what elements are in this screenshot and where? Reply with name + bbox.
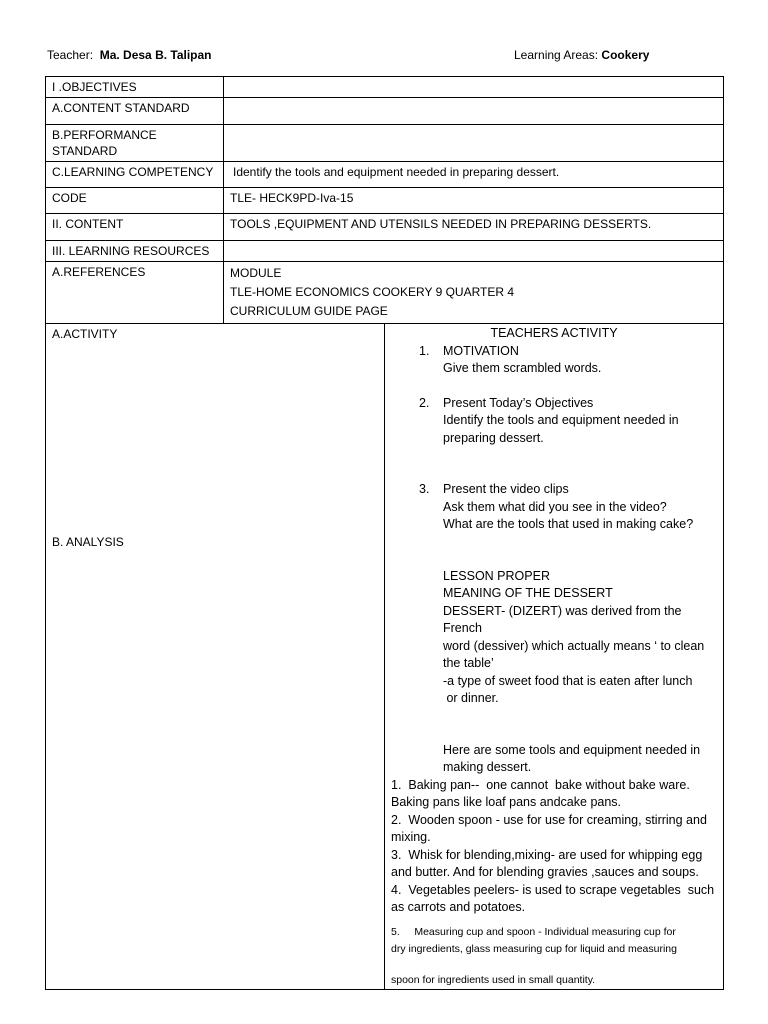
- tool-line: 4. Vegetables peelers- is used to scrape vegetables such: [391, 882, 715, 897]
- references-line: MODULE: [230, 266, 282, 280]
- tool-item: [391, 812, 717, 847]
- tools-intro-line: making dessert.: [443, 760, 532, 774]
- meaning-heading: MEANING OF THE DESSERT: [443, 586, 613, 600]
- item-line: Give them scrambled words.: [443, 361, 602, 375]
- teacher-line: [47, 48, 212, 62]
- lesson-proper-heading: LESSON PROPER: [443, 568, 550, 583]
- dessert-line: DESSERT- (DIZERT) was derived from the French: [443, 603, 682, 635]
- learning-competency-cell: C.LEARNING COMPETENCY: [46, 162, 224, 188]
- tool-item: [391, 777, 717, 812]
- teacher-name: Ma. Desa B. Talipan: [99, 48, 212, 62]
- tool-line: as carrots and potatoes.: [391, 900, 526, 914]
- list-item: [391, 343, 717, 361]
- lesson-plan-table: [45, 76, 724, 990]
- learning-areas-label: Learning Areas:: [514, 48, 599, 62]
- item-heading: MOTIVATION: [443, 343, 519, 358]
- objectives-cell: I .OBJECTIVES: [46, 77, 224, 98]
- teachers-activity-cell: [385, 324, 724, 990]
- dessert-line: the table’: [443, 656, 494, 670]
- item-heading: Present the video clips: [443, 482, 569, 496]
- tool-line: and butter. And for blending gravies ,sauces and soups.: [391, 865, 699, 879]
- tool-line: 3. Whisk for blending,mixing- are used for whipping egg: [391, 847, 703, 862]
- tool-item: [391, 924, 717, 988]
- learning-resources-cell: III. LEARNING RESOURCES: [46, 241, 224, 262]
- item-line: What are the tools that used in making cake?: [443, 517, 694, 531]
- item-line: Identify the tools and equipment needed in: [443, 413, 679, 427]
- content-standard-cell: A.CONTENT STANDARD: [46, 98, 224, 125]
- list-item: [391, 481, 717, 499]
- tool-line: spoon for ingredients used in small quantity.: [391, 973, 596, 986]
- tool-line: 1. Baking pan-- one cannot bake without bake ware.: [391, 777, 690, 792]
- list-item: [391, 395, 717, 413]
- tool-line: Baking pans like loaf pans andcake pans.: [391, 795, 622, 809]
- tool-item: [391, 882, 717, 917]
- learning-area-line: [514, 48, 649, 62]
- teacher-label: Teacher:: [47, 48, 94, 62]
- dessert-line: word (dessiver) which actually means ‘ to clean: [443, 638, 705, 653]
- item-number: 3.: [419, 482, 430, 496]
- performance-standard-value: [224, 125, 724, 162]
- item-line: Ask them what did you see in the video?: [443, 499, 667, 514]
- item-line: preparing dessert.: [443, 430, 544, 445]
- references-line: CURRICULUM GUIDE PAGE: [230, 304, 388, 318]
- references-value: [224, 262, 724, 324]
- references-cell: A.REFERENCES: [46, 262, 224, 324]
- analysis-label: B. ANALYSIS: [52, 535, 124, 549]
- item-number: 1.: [419, 343, 430, 358]
- tool-item: [391, 847, 717, 882]
- tools-intro-line: Here are some tools and equipment needed in: [443, 742, 701, 757]
- learning-area: Cookery: [601, 48, 650, 62]
- code-cell: CODE: [46, 188, 224, 214]
- tool-line: dry ingredients, glass measuring cup for liquid and measuring: [391, 942, 677, 955]
- activity-label: A.ACTIVITY: [52, 327, 118, 341]
- content-value: TOOLS ,EQUIPMENT AND UTENSILS NEEDED IN PREPARING DESSERTS.: [224, 214, 724, 241]
- learning-resources-value: [224, 241, 724, 262]
- objectives-value: [224, 77, 724, 98]
- item-heading: Present Today’s Objectives: [443, 395, 594, 410]
- performance-standard-cell: B.PERFORMANCE STANDARD: [46, 125, 224, 162]
- tool-line: mixing.: [391, 830, 431, 844]
- content-standard-value: [224, 98, 724, 125]
- teachers-activity-title: TEACHERS ACTIVITY: [490, 326, 618, 340]
- dessert-line: or dinner.: [443, 691, 499, 705]
- tool-line: 5. Measuring cup and spoon - Individual measuring cup for: [391, 925, 676, 938]
- activity-analysis-cell: [46, 324, 385, 990]
- item-number: 2.: [419, 395, 430, 410]
- learning-competency-value: Identify the tools and equipment needed in preparing dessert.: [224, 162, 724, 188]
- code-value: TLE- HECK9PD-Iva-15: [224, 188, 724, 214]
- references-line: TLE-HOME ECONOMICS COOKERY 9 QUARTER 4: [230, 285, 515, 299]
- dessert-line: -a type of sweet food that is eaten after lunch: [443, 673, 693, 688]
- tool-line: 2. Wooden spoon - use for use for creaming, stirring and: [391, 812, 707, 827]
- content-cell: II. CONTENT: [46, 214, 224, 241]
